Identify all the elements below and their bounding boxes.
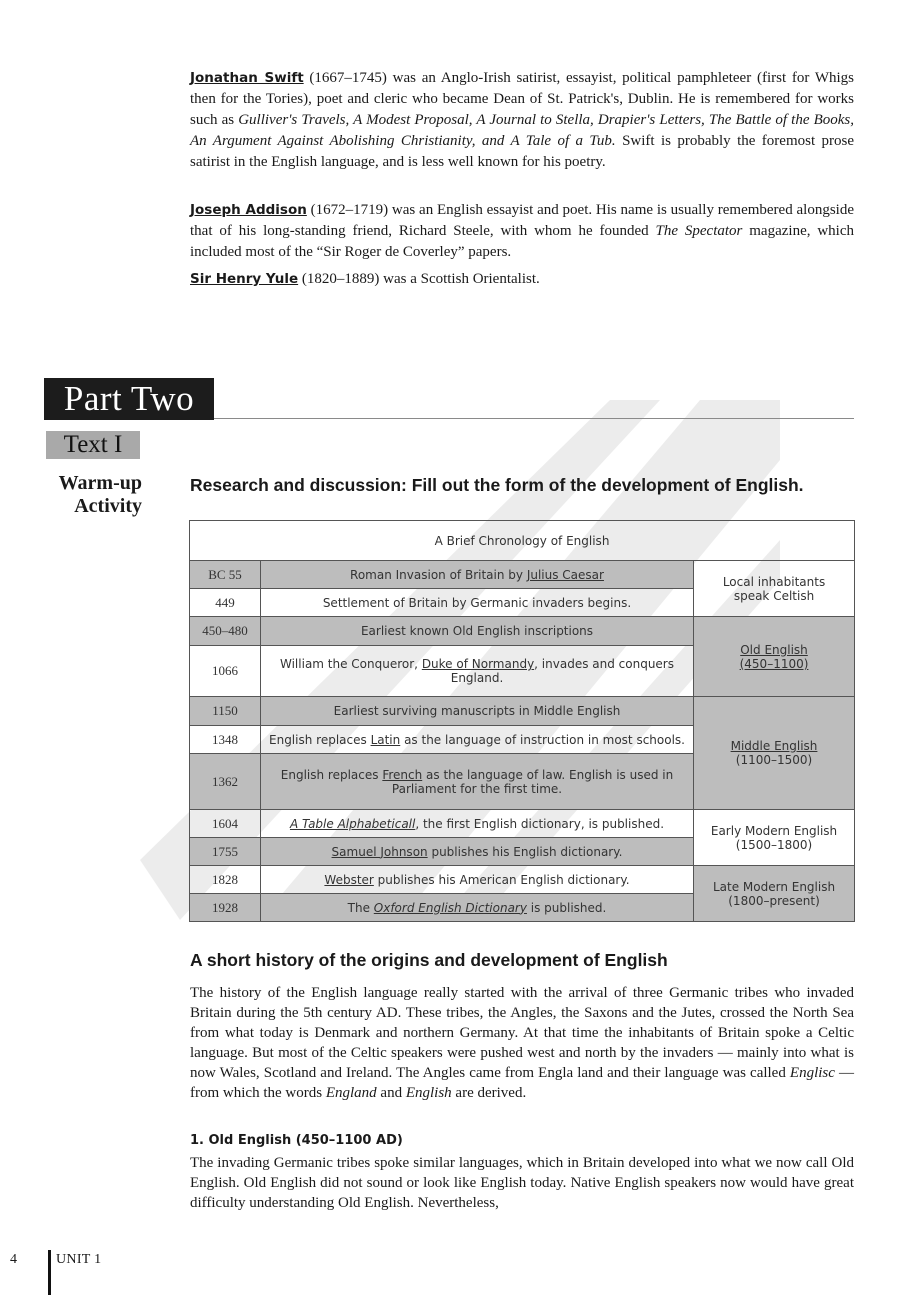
instruction-heading: Research and discussion: Fill out the form of the development of English. xyxy=(190,475,804,495)
period-early-modern: Early Modern English (1500–1800) xyxy=(694,810,855,866)
history-paragraph: The history of the English language really started with the arrival of three Germanic tribes who invaded Britain during the 5th century AD. These tribes, the Angles, the Saxons and the Jutes, crossed the North Sea from what today is Denmark and northern Germany. At that time the inhabitants of Britain spoke a Celtic language. But most of the Celtic speakers were pushed west and north by the invaders — mainly into what is now Wales, Scotland and Ireland. The Angles came from Engla land and their language was called Englisc — from which the words England and English are derived. xyxy=(190,985,854,1101)
old-english-subheading: 1. Old English (450–1100 AD) xyxy=(190,1133,403,1148)
section-title: A short history of the origins and development of English xyxy=(190,950,668,970)
warmup-label: Warm-up Activity xyxy=(58,472,142,517)
bio-addison: Joseph Addison (1672–1719) was an English essayist and poet. His name is usually remembered alongside that of his long-standing friend, Richard Steele, with whom he founded The Spectator magazine, which included most of the “Sir Roger de Coverley” papers. xyxy=(190,202,855,260)
period-celtish: Local inhabitants speak Celtish xyxy=(694,561,855,617)
bio-yule: Sir Henry Yule (1820–1889) was a Scottish Orientalist. xyxy=(190,271,540,287)
bio-name: Sir Henry Yule xyxy=(190,271,299,287)
bio-name: Jonathan Swift xyxy=(190,70,304,86)
bio-swift: Jonathan Swift (1667–1745) was an Anglo-Irish satirist, essayist, political pamphleteer (first for Whigs then for the Tories), poet and cleric who became Dean of St. Patrick's, Dublin. He is remembered for works such as Gulliver's Travels, A Modest Proposal, A Journal to Stella, Drapier's Letters, The Battle of the Books, An Argument Against Abolishing Christianity, and A Tale of a Tub. Swift is probably the foremost prose satirist in the English language, and is less well known for his poetry. xyxy=(190,70,855,170)
part-divider xyxy=(214,418,854,419)
table-row: BC 55 Roman Invasion of Britain by Julius Caesar Local inhabitants speak Celtish xyxy=(190,561,855,589)
part-banner: Part Two xyxy=(44,378,214,420)
table-row: 1755 Samuel Johnson publishes his English dictionary. xyxy=(190,838,855,866)
text-badge: Text I xyxy=(46,431,140,459)
period-old-english: Old English (450–1100) xyxy=(694,617,855,697)
period-middle-english: Middle English (1100–1500) xyxy=(694,697,855,810)
table-row: 449 Settlement of Britain by Germanic invaders begins. xyxy=(190,589,855,617)
old-english-paragraph: The invading Germanic tribes spoke similar languages, which in Britain developed into what we now call Old English. Old English did not sound or look like English today. Native English speakers now would have great difficulty understanding Old English. Nevertheless, xyxy=(190,1155,854,1211)
table-row: 1828 Webster publishes his American English dictionary. Late Modern English (1800–present) xyxy=(190,866,855,894)
table-row: 1150 Earliest surviving manuscripts in Middle English Middle English (1100–1500) xyxy=(190,697,855,726)
unit-label: UNIT 1 xyxy=(56,1252,102,1267)
chronology-table xyxy=(189,520,855,922)
table-row: 1362 English replaces French as the language of law. English is used in Parliament for the first time. xyxy=(190,754,855,810)
bio-name: Joseph Addison xyxy=(190,202,307,218)
period-late-modern: Late Modern English (1800–present) xyxy=(694,866,855,922)
table-row: 1066 William the Conqueror, Duke of Normandy, invades and conquers England. xyxy=(190,646,855,697)
table-row: 1928 The Oxford English Dictionary is published. xyxy=(190,894,855,922)
table-row: 1348 English replaces Latin as the language of instruction in most schools. xyxy=(190,726,855,754)
footer-divider xyxy=(48,1250,51,1295)
page-number: 4 xyxy=(10,1252,17,1267)
table-title: A Brief Chronology of English xyxy=(190,521,855,561)
table-row: 1604 A Table Alphabeticall, the first English dictionary, is published. Early Modern English (1500–1800) xyxy=(190,810,855,838)
table-row: 450–480 Earliest known Old English inscriptions Old English (450–1100) xyxy=(190,617,855,646)
